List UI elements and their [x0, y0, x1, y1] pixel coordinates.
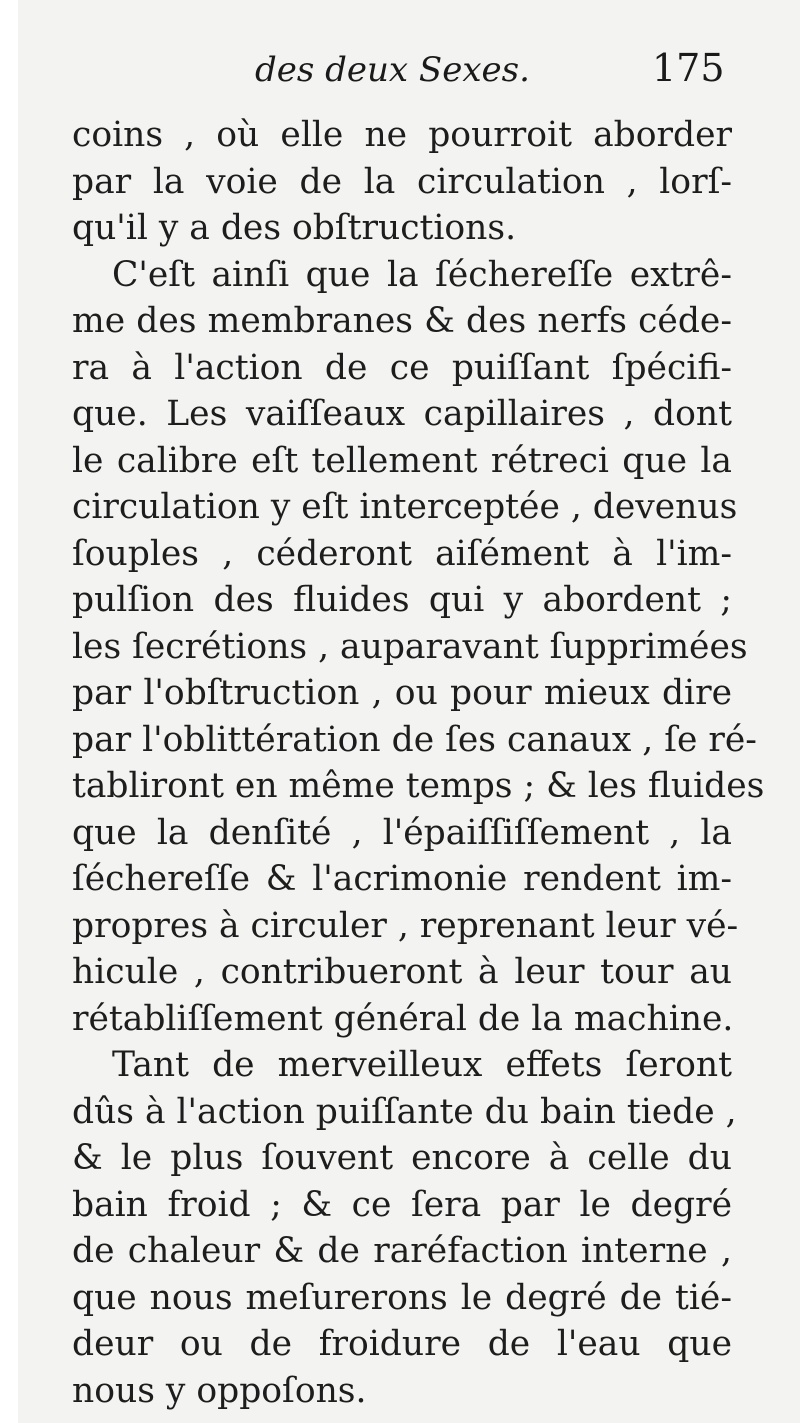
text-line: de chaleur & de raréfaction interne ,: [72, 1231, 732, 1271]
text-line: que. Les vaiſſeaux capillaires , dont: [72, 394, 732, 434]
text-line: rétabliſſement général de la machine.: [72, 998, 734, 1039]
text-line: & le plus ſouvent encore à celle du: [72, 1138, 732, 1178]
text-line: par la voie de la circulation , lorſ-: [72, 161, 732, 202]
body-text: [72, 112, 765, 1414]
text-line: que nous meſurerons le degré de tié-: [72, 1277, 732, 1318]
page-margin: [0, 0, 18, 1423]
text-line: C'eſt ainſi que la ſécherеſſe extrê-: [112, 254, 732, 295]
page-header: [0, 40, 800, 110]
text-line: dûs à l'action puiſſante du bain tiede ,: [72, 1091, 737, 1132]
text-line: tabliront en même temps ; & les fluides: [72, 766, 765, 806]
text-line: qu'il y a des obſtructions.: [72, 208, 517, 248]
text-line: ſouples , céderont aiſément à l'im-: [72, 533, 732, 574]
text-line: deur ou de froidure de l'eau que: [72, 1324, 732, 1364]
running-title: des deux Sexes.: [255, 50, 530, 90]
text-line: propres à circuler , reprenant leur vé-: [72, 905, 739, 946]
text-line: nous y oppoſons.: [72, 1370, 367, 1411]
text-line: hicule , contribueront à leur tour au: [72, 952, 732, 992]
text-line: coins , où elle ne pourroit aborder: [72, 115, 732, 155]
page-number: 175: [652, 46, 725, 90]
text-line: ſécherеſſe & l'acrimonie rendent im-: [72, 859, 732, 899]
text-line: que la denſité , l'épaiſſiſſement , la: [72, 812, 732, 853]
text-line: pulſion des fluides qui y abordent ;: [72, 580, 732, 620]
text-line: Tant de merveilleux effets ſeront: [112, 1045, 732, 1085]
text-line: circulation y eſt interceptée , devenus: [72, 487, 738, 527]
text-line: le calibre eſt tellement rétreci que la: [72, 440, 732, 481]
text-line: bain froid ; & ce ſera par le degré: [72, 1184, 732, 1225]
text-line: par l'obſtruction , ou pour mieux dire: [72, 673, 732, 713]
text-line: par l'oblittération de ſes canaux , ſe ré-: [72, 719, 757, 760]
text-line: ra à l'action de ce puiſſant ſpécifi-: [72, 347, 732, 388]
text-line: me des membranes & des nerfs céde-: [72, 301, 732, 341]
text-line: les ſecrétions , auparavant ſupprimées: [72, 626, 748, 667]
